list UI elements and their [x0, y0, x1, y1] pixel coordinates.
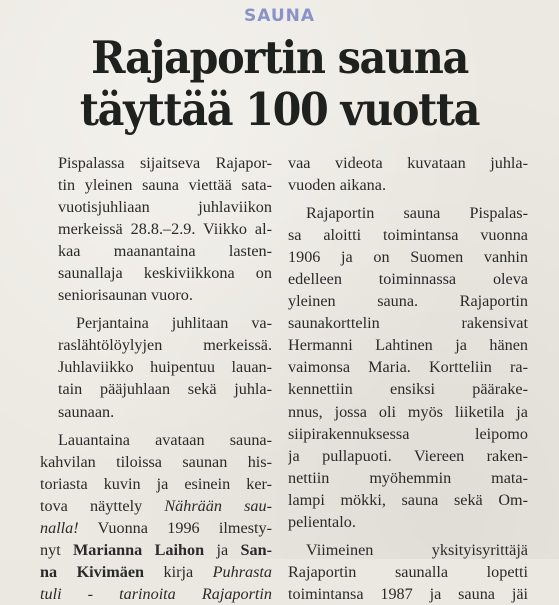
text-line: saunakorttelin rakensivat — [288, 314, 528, 333]
exhibition-title: Nährään sau- — [164, 496, 272, 515]
text-line: 1906 ja on Suomen vanhin — [288, 248, 528, 267]
exhibition-title: nalla! — [40, 518, 79, 537]
text-line: saunallaja keskiviikkona on — [58, 264, 272, 283]
text-line: Juhlaviikko huipentuu lauan- — [58, 358, 272, 377]
paragraph — [40, 312, 272, 422]
paragraph — [288, 152, 528, 196]
text-line: kennettiin ensiksi päärake- — [288, 380, 528, 399]
text-line: vaimonsa Maria. Kortteliin ra- — [288, 358, 528, 377]
text-line: edelleen toiminnassa oleva — [288, 270, 528, 289]
author-name: Marianna Laihon — [73, 540, 205, 559]
paragraph — [288, 202, 528, 533]
text-line: toriasta kuvin ja esinein ker- — [40, 474, 272, 493]
text-line: siipirakennuksessa leipomo — [288, 424, 528, 443]
text-line: nettiin myöhemmin mata- — [288, 468, 528, 487]
text-line: tain pääjuhlaan sekä juhla- — [58, 380, 272, 399]
section-kicker: SAUNA — [243, 6, 316, 26]
headline-line-2: täyttää 100 vuotta — [79, 83, 480, 136]
headline — [22, 32, 536, 136]
article-column-right — [288, 152, 528, 605]
paragraph — [288, 539, 528, 605]
text-line: sa aloitti toimintansa vuonna — [288, 226, 528, 245]
author-name: San- — [240, 540, 272, 559]
text-line: vuoden aikana. — [288, 176, 386, 195]
text-run: kirja — [144, 562, 213, 581]
text-line: Rajaportin sauna Pispalas- — [306, 204, 528, 223]
text-run: nyt — [40, 540, 74, 559]
text-line: pelientalo. — [288, 512, 356, 531]
text-line: Lauantaina avataan sauna- — [58, 430, 272, 449]
text-line: Viimeinen yksityisyrittäjä — [306, 540, 528, 559]
text-line — [40, 495, 272, 517]
text-line: lampi mökki, sauna sekä Om- — [288, 490, 528, 509]
article-column-left — [40, 152, 272, 605]
text-run: ja — [204, 540, 241, 559]
text-line: vaa videota kuvataan juhla- — [288, 154, 528, 172]
text-line — [40, 517, 272, 539]
text-line: raslähtölöylyjen merkeissä. — [58, 336, 272, 355]
text-line: merkeissä 28.8.–2.9. Viikko al- — [58, 220, 272, 239]
author-name: na Kivimäen — [40, 562, 145, 581]
text-line: tin yleinen sauna viettää sata- — [58, 176, 272, 195]
paragraph — [40, 429, 272, 605]
text-line: ja pullapuoti. Viereen raken- — [288, 446, 528, 465]
paragraph — [40, 152, 272, 306]
text-line: Perjantaina juhlitaan va- — [76, 314, 272, 333]
text-line: yleinen sauna. Rajaportin — [288, 292, 528, 311]
headline-line-1: Rajaportin sauna — [91, 31, 468, 84]
text-line: nnus, jossa oli myös liiketila ja — [288, 402, 528, 421]
text-line: saunaan. — [58, 402, 115, 421]
book-title: tuli - tarinoita Rajaportin — [40, 584, 272, 603]
text-line — [40, 539, 272, 561]
text-line: Rajaportin saunalla lopetti — [288, 562, 528, 581]
text-line: seniorisaunan vuoro. — [58, 286, 193, 305]
text-run: Vuonna 1996 ilmesty- — [78, 518, 272, 537]
book-title: Puhrasta — [212, 562, 272, 581]
text-line: Hermanni Lahtinen ja hänen — [288, 336, 528, 355]
text-line: toimintansa 1987 ja sauna jäi — [288, 584, 528, 603]
text-line: kahvilan tiloissa saunan his- — [40, 452, 272, 471]
text-line: Pispalassa sijaitseva Rajapor- — [58, 154, 272, 172]
text-line — [40, 561, 272, 583]
text-line — [40, 583, 272, 605]
text-line: kaa maanantaina lasten- — [58, 242, 272, 261]
text-run: tova näyttely — [40, 496, 165, 515]
text-line: vuotisjuhliaan juhlaviikon — [58, 198, 272, 217]
